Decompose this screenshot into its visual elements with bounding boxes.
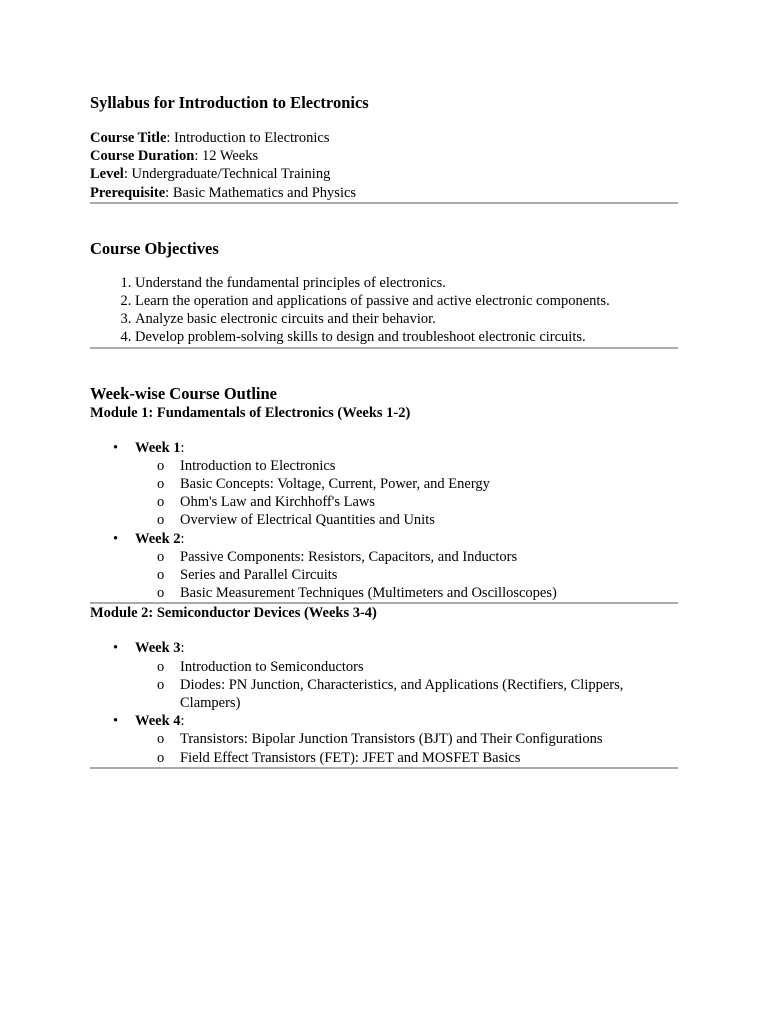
meta-key: Course Duration [90,148,195,165]
objective-item: 1. Understand the fundamental principles of electronics. [135,274,678,292]
week-label-suffix: : [180,530,185,547]
topic-item [157,658,678,676]
objective-item: 3. Analyze basic electronic circuits and their behavior. [135,310,678,328]
topic-text: Introduction to Semiconductors [180,658,364,675]
topic-text: Basic Concepts: Voltage, Current, Power, and Energy [180,476,490,493]
bullet: • [113,713,119,730]
topic-item [157,511,678,529]
page-title: Syllabus for Introduction to Electronics [90,93,369,112]
meta-prerequisite [90,184,678,202]
meta-key: Course Title [90,130,167,146]
course-meta [90,129,678,202]
sub-bullet: o [157,512,165,529]
topic-text: Ohm's Law and Kirchhoff's Laws [180,494,376,511]
module-title: Module 2: Semiconductor Devices (Weeks 3-4) [90,605,377,622]
topic-text: Passive Components: Resistors, Capacitors, and Inductors [180,548,518,565]
week-item [113,439,678,530]
meta-value: : Undergraduate/Technical Training [123,166,331,183]
meta-course-duration [90,147,678,165]
topic-text: Field Effect Transistors (FET): JFET and MOSFET Basics [180,749,521,766]
topic-item [157,584,678,602]
section-divider [90,347,678,349]
week-label: Week 4 [135,713,181,730]
section-divider [90,767,678,769]
sub-bullet: o [157,731,165,748]
topic-text: Overview of Electrical Quantities and Units [180,512,435,529]
meta-course-title [90,129,678,147]
objective-item: 4. Develop problem-solving skills to design and troubleshoot electronic circuits. [135,328,678,346]
topic-list [135,730,678,766]
topic-text: Basic Measurement Techniques (Multimeters and Oscilloscopes) [180,585,557,602]
meta-key: Level [90,166,124,183]
meta-value: : Basic Mathematics and Physics [165,184,357,201]
topic-item [157,730,678,748]
topic-item [157,566,678,584]
week-label: Week 1 [135,439,181,456]
objective-item: 2. Learn the operation and applications of passive and active electronic components. [135,292,678,310]
meta-key: Prerequisite [90,184,166,201]
section-divider [90,202,678,204]
topic-list [135,658,678,713]
sub-bullet: o [157,658,165,675]
sub-bullet: o [157,457,165,474]
topic-text: Transistors: Bipolar Junction Transistors (BJT) and Their Configurations [180,731,603,748]
sub-bullet: o [157,494,165,511]
topic-item [157,548,678,566]
topic-text: Introduction to Electronics [180,457,336,474]
week-item [113,530,678,603]
topic-item [157,457,678,475]
topic-text: Diodes: PN Junction, Characteristics, and Applications (Rectifiers, Clippers, Clampers) [180,676,624,712]
sub-bullet: o [157,676,165,693]
week-list [90,639,678,766]
sub-bullet: o [157,548,165,565]
bullet: • [113,530,119,547]
topic-item [157,676,678,712]
outline-heading: Week-wise Course Outline [90,383,277,403]
sub-bullet: o [157,567,165,584]
module-title: Module 1: Fundamentals of Electronics (Weeks 1-2) [90,404,411,421]
meta-value: : 12 Weeks [194,148,259,165]
sub-bullet: o [157,476,165,493]
topic-list [135,548,678,603]
week-label: Week 2 [135,530,181,547]
topic-item [157,493,678,511]
sub-bullet: o [157,585,165,602]
topic-list [135,457,678,530]
week-label-suffix: : [180,713,185,730]
week-label-suffix: : [180,640,185,657]
week-label: Week 3 [135,640,181,657]
week-item [113,712,678,767]
bullet: • [113,439,119,456]
meta-level [90,165,678,183]
topic-item [157,475,678,493]
objectives-list [90,274,678,347]
topic-item [157,749,678,767]
week-list [90,439,678,603]
week-label-suffix: : [180,439,185,456]
objectives-heading: Course Objectives [90,238,219,258]
meta-value: : Introduction to Electronics [166,130,330,146]
sub-bullet: o [157,749,165,766]
topic-text: Series and Parallel Circuits [180,567,338,584]
week-item [113,639,678,712]
bullet: • [113,640,119,657]
